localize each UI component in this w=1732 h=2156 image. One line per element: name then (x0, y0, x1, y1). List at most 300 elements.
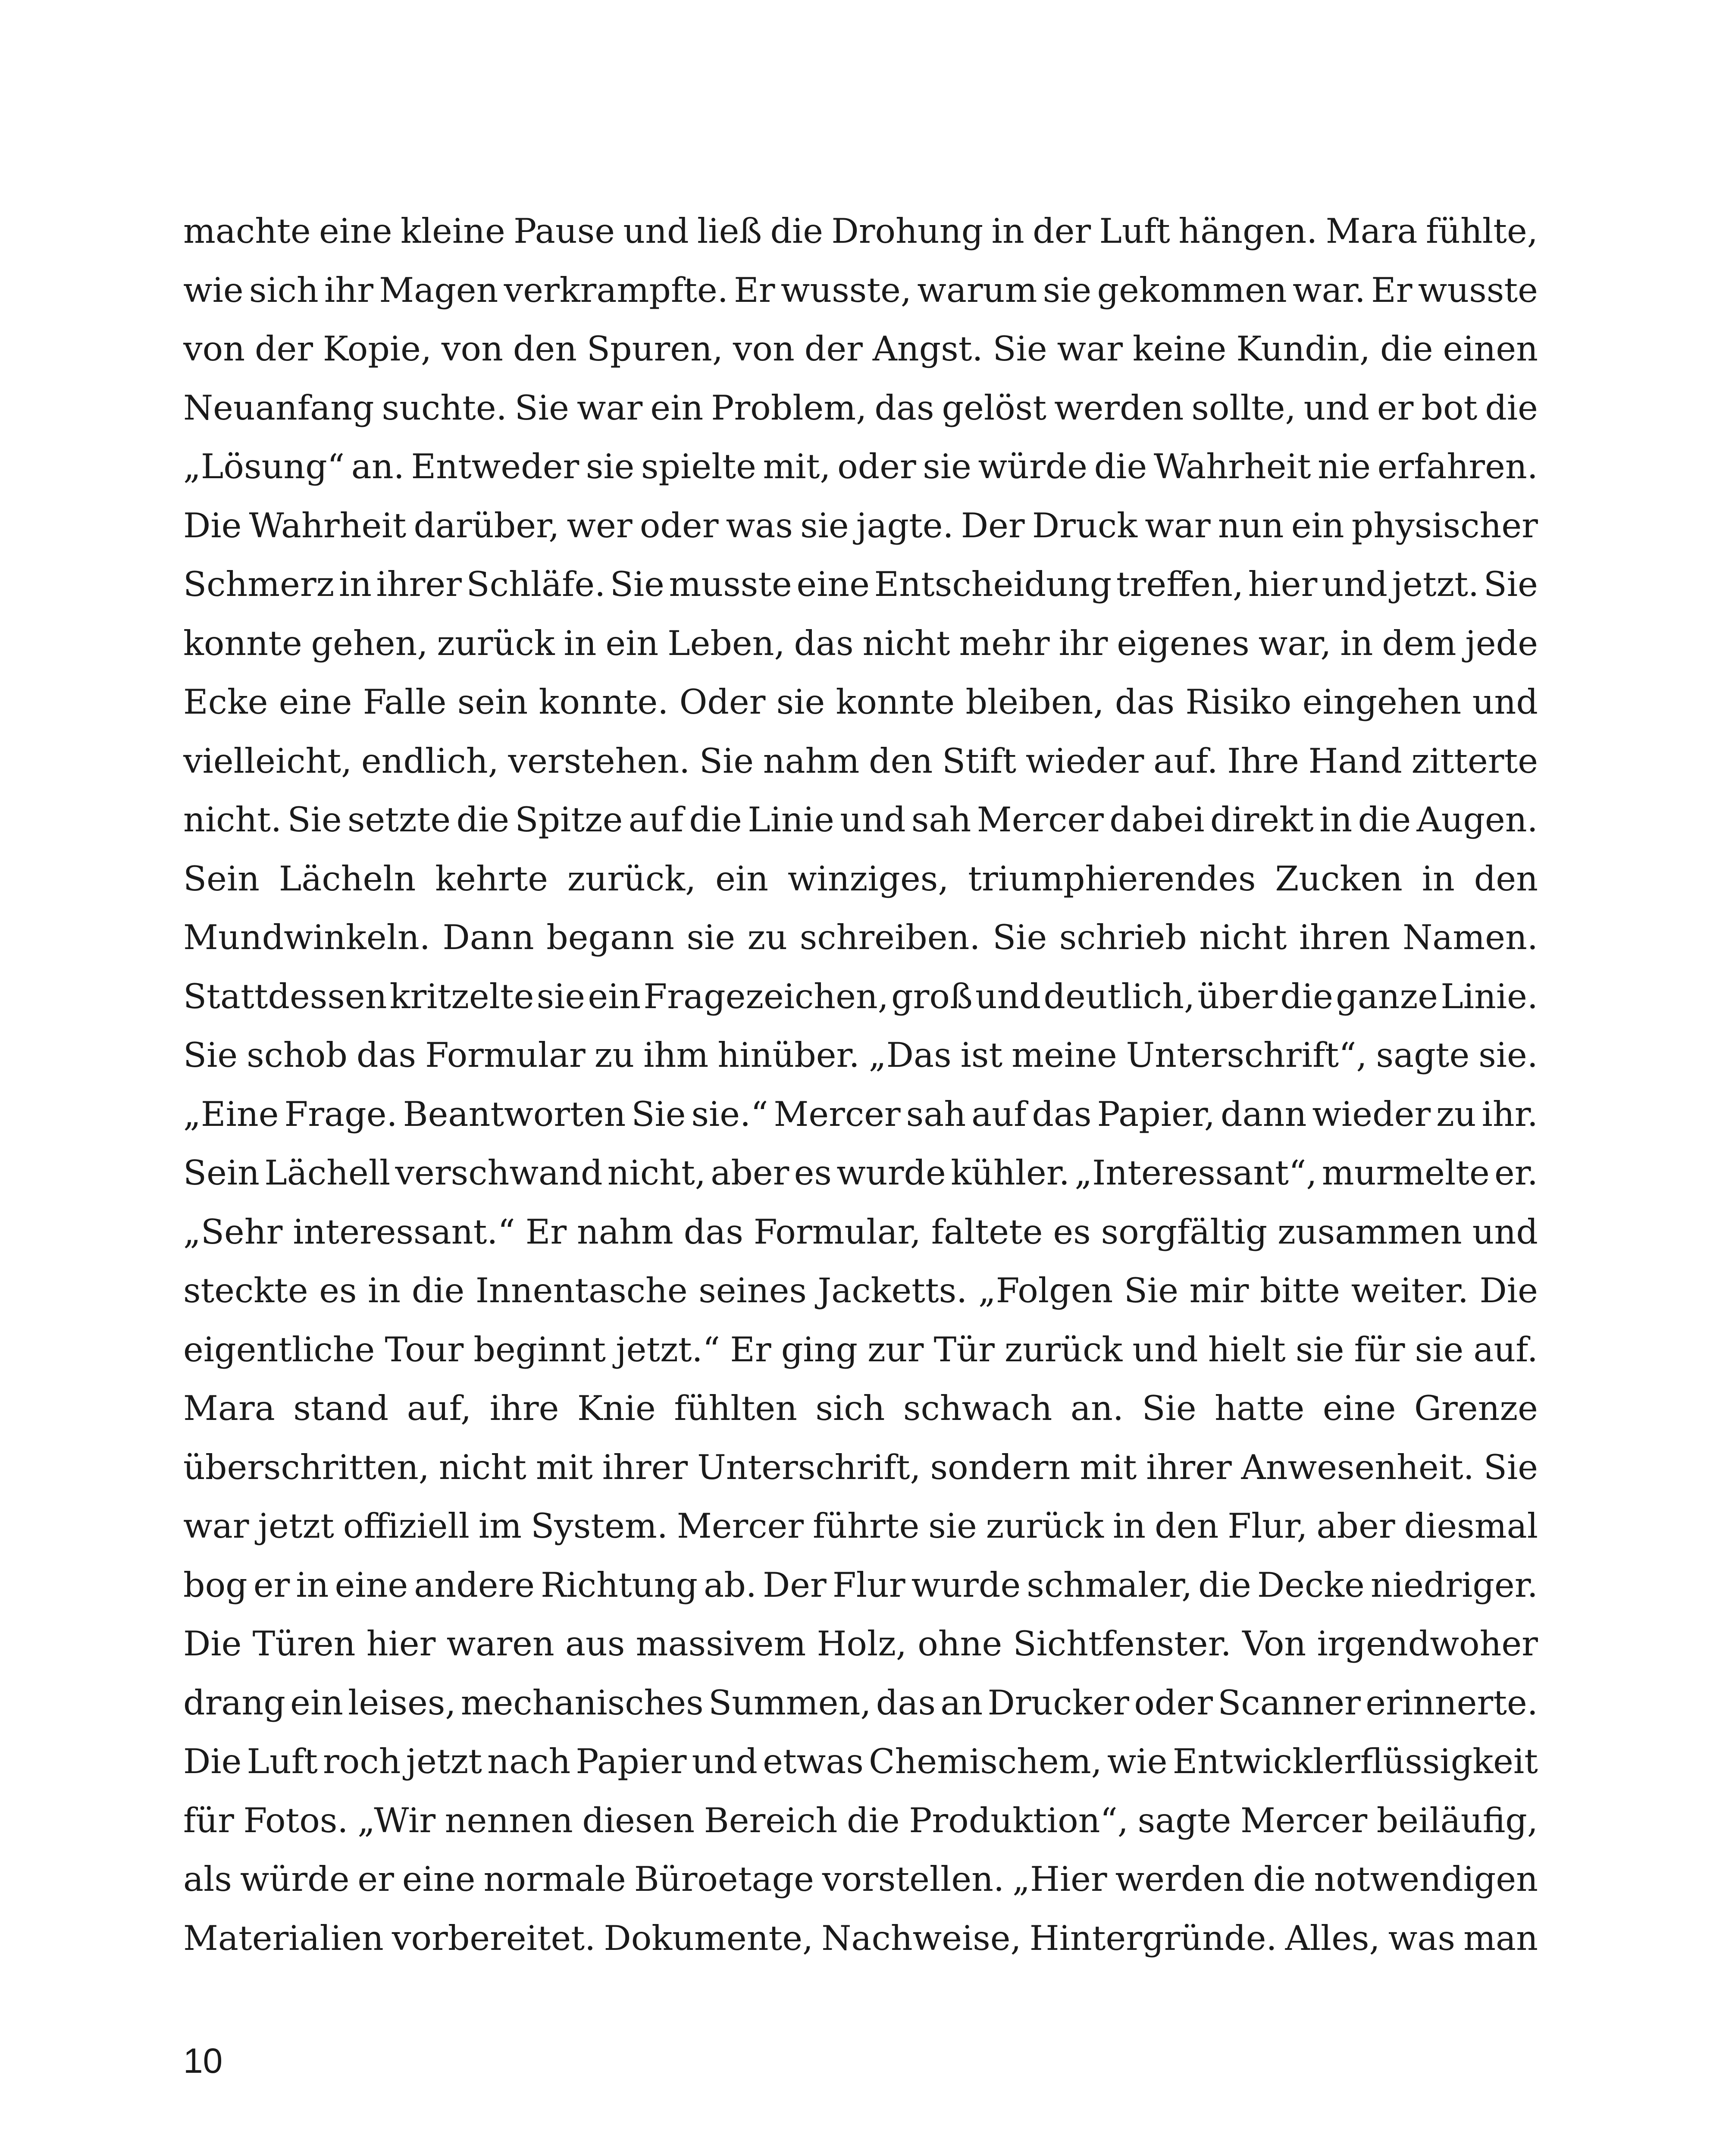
word: Linie. (1441, 976, 1538, 1016)
word: den (513, 329, 577, 369)
word: hatte (1215, 1388, 1305, 1428)
word: Produktion“, (909, 1800, 1129, 1840)
word: Unterschrift“, (1126, 1035, 1367, 1075)
word: Kundin, (1236, 329, 1371, 369)
word: triumphierendes (968, 859, 1256, 899)
word: Wahrheit (1153, 447, 1311, 486)
word: Sie (993, 329, 1047, 369)
word: ging (781, 1329, 858, 1369)
word: interessant.“ (293, 1212, 515, 1252)
word: sie (928, 1506, 977, 1546)
word: sagte (1137, 1800, 1231, 1840)
word: ließ (697, 211, 762, 251)
word: sagte (1376, 1035, 1470, 1075)
word: erinnerte. (1366, 1683, 1538, 1723)
word: und (1322, 564, 1388, 604)
word: sie (1415, 1329, 1464, 1369)
word: Innentasche (475, 1271, 688, 1310)
text-line (183, 496, 1538, 555)
word: Sein (183, 1153, 260, 1193)
text-line (183, 379, 1538, 438)
word: Ecke (183, 682, 268, 722)
page-number: 10 (183, 2041, 223, 2081)
word: nahm (763, 741, 860, 781)
text-line (183, 1673, 1538, 1733)
word: ihr (1059, 623, 1108, 663)
word: was (726, 505, 793, 545)
word: Knie (577, 1388, 656, 1428)
word: Formular (425, 1035, 586, 1075)
word: sie (800, 505, 849, 545)
word: auf (628, 800, 683, 840)
word: nun (1218, 505, 1284, 545)
word: Oder (679, 682, 766, 722)
word: Flur, (1228, 1506, 1308, 1546)
word: ihrer (376, 564, 462, 604)
word: darüber, (413, 505, 560, 545)
word: roch (323, 1742, 401, 1781)
word: nicht. (183, 800, 282, 840)
word: Von (1242, 1624, 1306, 1664)
word: und (840, 800, 906, 840)
word: jetzt. (1392, 564, 1479, 604)
text-line (183, 1085, 1538, 1144)
text-line (183, 437, 1538, 496)
word: Sie (183, 1035, 238, 1075)
word: überschritten, (183, 1447, 429, 1487)
word: Falle (363, 682, 447, 722)
word: würde (240, 1859, 350, 1899)
text-line (183, 1791, 1538, 1850)
word: hier (1248, 564, 1318, 604)
word: es (319, 1271, 357, 1310)
text-line (183, 1732, 1538, 1791)
text-line (183, 790, 1538, 849)
word: und (1472, 1212, 1538, 1252)
text-line (183, 555, 1538, 614)
word: und (1472, 682, 1538, 722)
word: Drucker (987, 1683, 1130, 1723)
word: in (1113, 1506, 1146, 1546)
word: setzte (347, 800, 451, 840)
word: werden (1115, 1859, 1245, 1899)
word: zurück (986, 1506, 1104, 1546)
word: Die (183, 1624, 242, 1664)
word: oder (837, 447, 916, 486)
word: ohne (918, 1624, 1002, 1664)
word: drang (183, 1683, 285, 1723)
word: die (411, 1271, 465, 1310)
word: Flur (832, 1565, 905, 1605)
word: der (254, 329, 313, 369)
word: gehen, (311, 623, 428, 663)
text-line (183, 1144, 1538, 1203)
word: bog (183, 1565, 247, 1605)
word: oder (639, 505, 719, 545)
word: Sie (993, 918, 1047, 957)
word: ihren (1299, 918, 1391, 957)
word: die (1358, 800, 1411, 840)
word: und (1303, 388, 1369, 428)
word: über (1197, 976, 1278, 1016)
text-line (183, 614, 1538, 673)
word: „Interessant“, (1074, 1153, 1317, 1193)
word: Spuren, (586, 329, 723, 369)
word: ganze (1336, 976, 1438, 1016)
word: sie (1295, 1329, 1344, 1369)
word: man (1463, 1918, 1538, 1958)
word: nennen (445, 1800, 573, 1840)
word: seines (698, 1271, 807, 1310)
word: er (253, 1565, 290, 1605)
word: vielleicht, (183, 741, 352, 781)
word: Mercer (677, 1506, 804, 1546)
word: Türen (252, 1624, 356, 1664)
word: das (1032, 1094, 1092, 1134)
word: konnte (836, 682, 955, 722)
word: sie (686, 918, 736, 957)
word: Materialien (183, 1918, 384, 1958)
word: nicht (1199, 918, 1287, 957)
word: dabei (1109, 800, 1205, 840)
word: mit (536, 1447, 593, 1487)
word: Dokumente, (604, 1918, 814, 1958)
word: bleiben, (965, 682, 1104, 722)
word: Augen. (1416, 800, 1538, 840)
word: in (338, 564, 372, 604)
word: beiläufig, (1376, 1800, 1538, 1840)
word: dem (1382, 623, 1456, 663)
word: kühler. (951, 1153, 1070, 1193)
word: und (975, 976, 1041, 1016)
word: Papier, (1097, 1094, 1215, 1134)
word: sie (536, 976, 586, 1016)
word: Lächeln (279, 859, 416, 899)
word: wie (1107, 1742, 1168, 1781)
word: Mundwinkeln. (183, 918, 430, 957)
word: Sie (1124, 1271, 1178, 1310)
word: Der (961, 505, 1025, 545)
word: in (991, 211, 1024, 251)
word: Unterschrift, (697, 1447, 921, 1487)
word: zurück, (567, 859, 696, 899)
word: diesmal (1404, 1506, 1538, 1546)
word: Tür (933, 1329, 995, 1369)
word: nahm (577, 1212, 673, 1252)
word: Wahrheit (249, 505, 407, 545)
word: wurde (836, 1153, 946, 1193)
word: in (1422, 859, 1455, 899)
word: mehr (959, 623, 1050, 663)
word: ihrer (1146, 1447, 1232, 1487)
word: führte (813, 1506, 920, 1546)
word: Sie (610, 564, 664, 604)
word: massivem (636, 1624, 806, 1664)
word: „Eine (183, 1094, 279, 1134)
word: und (623, 211, 689, 251)
word: auf (971, 1094, 1027, 1134)
word: Mercer (774, 1094, 901, 1134)
word: ihre (489, 1388, 559, 1428)
word: Stift (942, 741, 1017, 781)
word: Druck (1032, 505, 1137, 545)
word: Sie (699, 741, 754, 781)
text-line (183, 1614, 1538, 1673)
word: Die (183, 1742, 242, 1781)
text-line (183, 1026, 1538, 1085)
word: dann (1221, 1094, 1307, 1134)
word: Nachweise, (821, 1918, 1021, 1958)
word: faltete (931, 1212, 1043, 1252)
word: ein (588, 976, 641, 1016)
word: Dann (442, 918, 534, 957)
word: begann (546, 918, 674, 957)
word: die (1198, 1565, 1251, 1605)
word: Luft (1099, 211, 1170, 251)
text-line (183, 261, 1538, 320)
word: bitte (1259, 1271, 1340, 1310)
word: oder (1134, 1683, 1213, 1723)
word: kehrte (435, 859, 548, 899)
word: weiter. (1351, 1271, 1469, 1310)
word: endlich, (361, 741, 499, 781)
word: auf. (1153, 741, 1218, 781)
word: wieder (1025, 741, 1144, 781)
text-line (183, 320, 1538, 379)
word: wurde (911, 1565, 1021, 1605)
word: eine (796, 564, 870, 604)
word: fühlte, (1425, 211, 1538, 251)
word: physischer (1351, 505, 1538, 545)
word: Spitze (515, 800, 623, 840)
word: murmelte (1322, 1153, 1490, 1193)
word: ein (715, 859, 768, 899)
word: „Hier (1012, 1859, 1107, 1899)
word: hinüber. (717, 1035, 860, 1075)
word: zu (747, 918, 788, 957)
word: Stattdessen (183, 976, 387, 1016)
word: war (183, 1506, 249, 1546)
word: wusste (1418, 270, 1538, 310)
word: Anwesenheit. (1241, 1447, 1474, 1487)
word: war (1145, 505, 1211, 545)
word: Zucken (1275, 859, 1403, 899)
word: Ihre (1227, 741, 1299, 781)
word: die (1094, 447, 1147, 486)
word: Leben, (667, 623, 785, 663)
word: konnte. (539, 682, 669, 722)
word: war. (1292, 270, 1366, 310)
word: Kopie, (323, 329, 432, 369)
word: Entwicklerflüssigkeit (1172, 1742, 1538, 1781)
word: Drohung (831, 211, 983, 251)
word: Sie (631, 1094, 686, 1134)
word: wer (567, 505, 633, 545)
word: Chemischem, (869, 1742, 1102, 1781)
word: ihrer (602, 1447, 688, 1487)
word: war (576, 388, 643, 428)
word: gekommen (1097, 270, 1287, 310)
word: ist (960, 1035, 1003, 1075)
word: andere (414, 1565, 535, 1605)
word: eine (279, 682, 352, 722)
word: Neuanfang (183, 388, 374, 428)
word: diesen (582, 1800, 695, 1840)
word: Er (730, 1329, 771, 1369)
word: Scanner (1218, 1683, 1361, 1723)
word: Formular, (753, 1212, 921, 1252)
word: notwendigen (1314, 1859, 1538, 1899)
word: sich (249, 270, 319, 310)
word: Sie (1483, 1447, 1538, 1487)
word: das (1115, 682, 1175, 722)
word: Er (525, 1212, 567, 1252)
word: eigentliche (183, 1329, 375, 1369)
word: Die (1479, 1271, 1538, 1310)
word: sein (457, 682, 528, 722)
word: auf. (1473, 1329, 1538, 1369)
text-line (183, 1497, 1538, 1556)
word: eine (335, 1565, 408, 1605)
word: beginnt (473, 1329, 606, 1369)
word: sondern (930, 1447, 1071, 1487)
word: Sie (1483, 564, 1538, 604)
word: Tour (385, 1329, 464, 1369)
word: eingehen (1302, 682, 1462, 722)
word: Lächell (264, 1153, 391, 1193)
word: Luft (247, 1742, 318, 1781)
word: groß (891, 976, 973, 1016)
word: das (794, 623, 854, 663)
word: stand (293, 1388, 389, 1428)
word: normale (483, 1859, 626, 1899)
word: ihm (643, 1035, 709, 1075)
word: nicht (438, 1447, 526, 1487)
word: Linie (748, 800, 834, 840)
word: Die (183, 505, 242, 545)
word: Mercer (1240, 1800, 1368, 1840)
word: sie. (1478, 1035, 1538, 1075)
word: der (804, 329, 863, 369)
word: es (794, 1153, 832, 1193)
word: aber (1316, 1506, 1395, 1546)
word: sich (815, 1388, 885, 1428)
word: und (692, 1742, 758, 1781)
word: es (1053, 1212, 1091, 1252)
word: und (1132, 1329, 1198, 1369)
word: mir (1189, 1271, 1249, 1310)
word: schrieb (1059, 918, 1187, 957)
word: sie (1043, 270, 1092, 310)
text-line (183, 1320, 1538, 1379)
text-line (183, 1850, 1538, 1909)
word: die (770, 211, 824, 251)
word: ab. (704, 1565, 757, 1605)
word: aus (565, 1624, 625, 1664)
word: Sie (514, 388, 569, 428)
word: als (183, 1859, 232, 1899)
word: schob (247, 1035, 348, 1075)
word: „Das (868, 1035, 952, 1075)
word: Mara (1325, 211, 1418, 251)
word: wusste, (780, 270, 911, 310)
word: sah (911, 800, 971, 840)
word: „Lösung“ (183, 447, 345, 486)
word: die (847, 1800, 900, 1840)
word: die (1253, 1859, 1306, 1899)
word: er. (1494, 1153, 1538, 1193)
word: Papier (576, 1742, 687, 1781)
word: „Sehr (183, 1212, 283, 1252)
word: das (683, 1212, 743, 1252)
word: in (564, 623, 597, 663)
word: von (183, 329, 245, 369)
word: auf, (407, 1388, 472, 1428)
word: Holz, (817, 1624, 907, 1664)
word: steckte (183, 1271, 308, 1310)
word: warum (917, 270, 1037, 310)
word: nach (487, 1742, 571, 1781)
word: leises, (348, 1683, 456, 1723)
word: verschwand (395, 1153, 603, 1193)
word: ihr (324, 270, 373, 310)
word: machte (183, 211, 311, 251)
word: sie.“ (691, 1094, 768, 1134)
word: den (869, 741, 933, 781)
word: die (456, 800, 510, 840)
word: hier (366, 1624, 436, 1664)
word: der (1033, 211, 1091, 251)
word: Namen. (1403, 918, 1538, 957)
word: aber (711, 1153, 789, 1193)
word: musste (669, 564, 792, 604)
text-line (183, 732, 1538, 791)
word: an. (1070, 1388, 1124, 1428)
word: spielte (641, 447, 756, 486)
word: in (1340, 623, 1373, 663)
word: deutlich, (1043, 976, 1195, 1016)
word: Entscheidung (874, 564, 1112, 604)
word: „Wir (357, 1800, 436, 1840)
word: bot (1421, 388, 1478, 428)
word: treffen, (1116, 564, 1244, 604)
word: Fragezeichen, (643, 976, 889, 1016)
word: sorgfältig (1101, 1212, 1268, 1252)
word: hielt (1208, 1329, 1286, 1369)
word: Der (762, 1565, 827, 1605)
word: suchte. (382, 388, 507, 428)
word: Risiko (1185, 682, 1292, 722)
word: in (368, 1271, 401, 1310)
word: die (1485, 388, 1538, 428)
word: das (356, 1035, 417, 1075)
word: werden (1054, 388, 1184, 428)
word: Er (1371, 270, 1413, 310)
word: zitterte (1411, 741, 1538, 781)
word: etwas (763, 1742, 864, 1781)
word: Problem, (711, 388, 867, 428)
word: für (1354, 1329, 1405, 1369)
word: die (689, 800, 742, 840)
word: sie (776, 682, 825, 722)
word: zu (594, 1035, 635, 1075)
word: nicht, (607, 1153, 706, 1193)
word: jetzt.“ (616, 1329, 720, 1369)
text-line (183, 1379, 1538, 1438)
word: eine (319, 211, 392, 251)
word: niedriger. (1370, 1565, 1538, 1605)
word: Angst. (872, 329, 983, 369)
